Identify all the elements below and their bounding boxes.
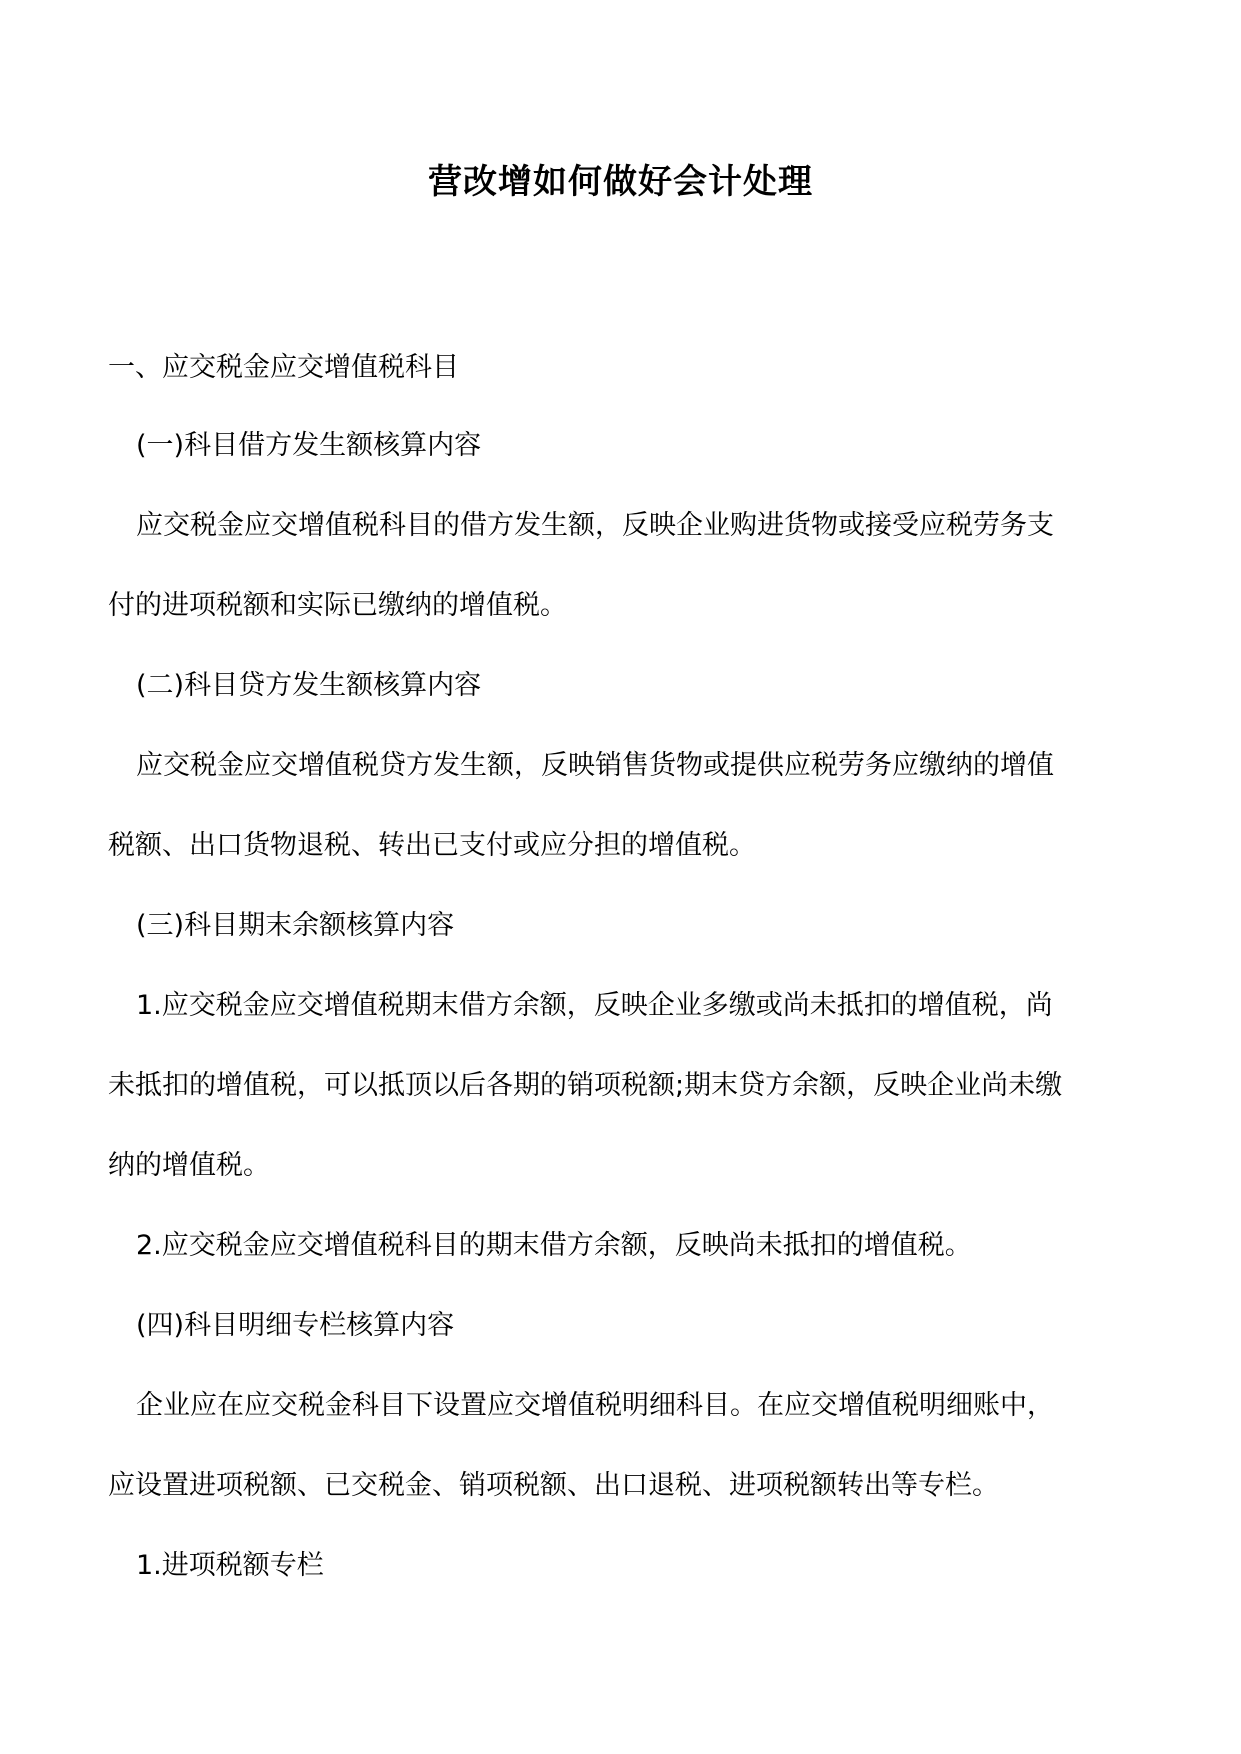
document-title: 营改增如何做好会计处理	[428, 162, 813, 202]
paragraph-line: 2.应交税金应交增值税科目的期末借方余额，反映尚未抵扣的增值税。	[136, 1230, 972, 1261]
section-heading: 一、应交税金应交增值税科目	[108, 352, 459, 383]
paragraph-line: 应设置进项税额、已交税金、销项税额、出口退税、进项税额转出等专栏。	[108, 1470, 999, 1501]
subsection-heading: (一)科目借方发生额核算内容	[136, 430, 482, 461]
paragraph-line: 纳的增值税。	[108, 1150, 270, 1181]
paragraph-line: 1.应交税金应交增值税期末借方余额，反映企业多缴或尚未抵扣的增值税，尚	[136, 990, 1053, 1021]
paragraph-line: 付的进项税额和实际已缴纳的增值税。	[108, 590, 567, 621]
paragraph-line: 应交税金应交增值税贷方发生额，反映销售货物或提供应税劳务应缴纳的增值	[136, 750, 1054, 781]
paragraph-line: 税额、出口货物退税、转出已支付或应分担的增值税。	[108, 830, 756, 861]
paragraph-line: 企业应在应交税金科目下设置应交增值税明细科目。在应交增值税明细账中，	[136, 1390, 1054, 1421]
subsection-heading: (三)科目期末余额核算内容	[136, 910, 455, 941]
paragraph-line: 应交税金应交增值税科目的借方发生额，反映企业购进货物或接受应税劳务支	[136, 510, 1054, 541]
paragraph-line: 未抵扣的增值税，可以抵顶以后各期的销项税额;期末贷方余额，反映企业尚未缴	[108, 1070, 1063, 1101]
subsection-heading: (二)科目贷方发生额核算内容	[136, 670, 482, 701]
list-item-heading: 1.进项税额专栏	[136, 1550, 324, 1581]
subsection-heading: (四)科目明细专栏核算内容	[136, 1310, 455, 1341]
